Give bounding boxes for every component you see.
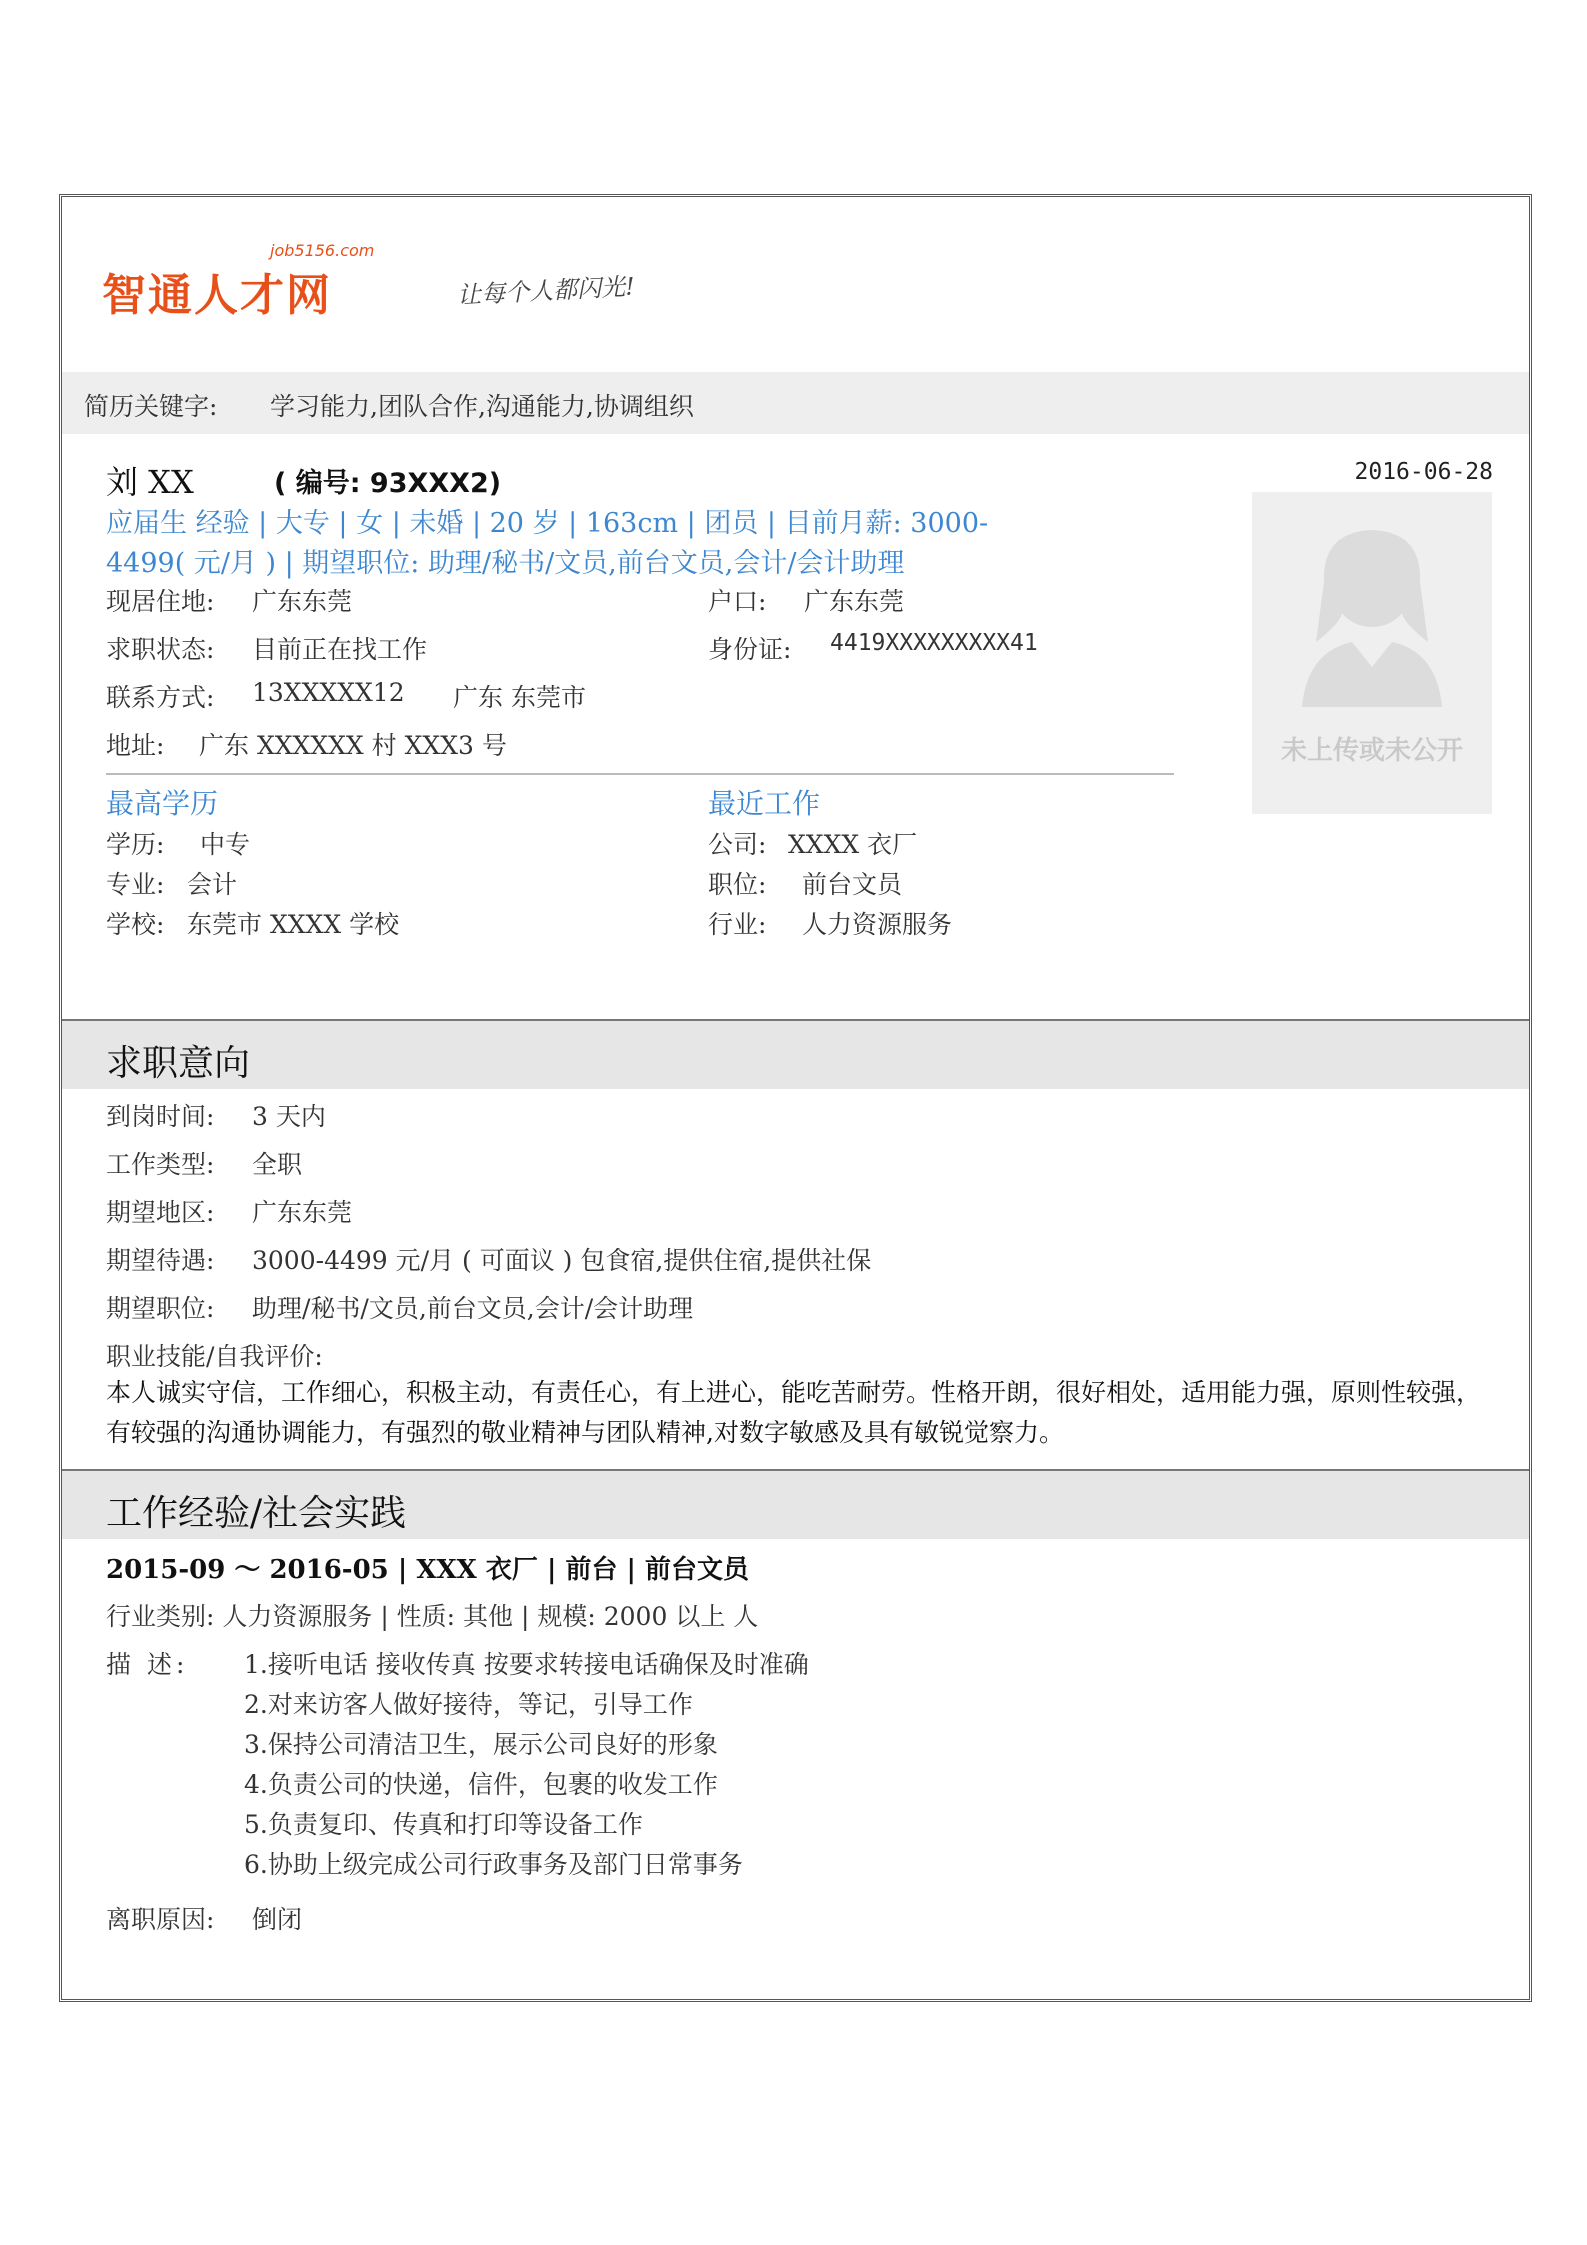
keywords-bar bbox=[62, 372, 1529, 434]
summary-line-2: 4499( 元/月 ) | 期望职位: 助理/秘书/文员,前台文员,会计/会计助理 bbox=[106, 548, 905, 579]
resume-id: ( 编号: 93XXX2) bbox=[274, 468, 502, 499]
major-value: 会计 bbox=[187, 870, 238, 899]
intention-title: 求职意向 bbox=[106, 1043, 251, 1084]
experience-title: 工作经验/社会实践 bbox=[106, 1493, 407, 1534]
arrival-label: 到岗时间: bbox=[106, 1102, 215, 1131]
experience-section-bar bbox=[62, 1469, 1529, 1539]
candidate-name: 刘 XX bbox=[106, 463, 194, 501]
region-label: 期望地区: bbox=[106, 1198, 215, 1227]
phone-value: 13XXXXX12 bbox=[252, 678, 405, 707]
degree-value: 中专 bbox=[200, 830, 251, 859]
salary-label: 期望待遇: bbox=[106, 1246, 215, 1275]
description-label: 描 述: bbox=[106, 1650, 189, 1679]
job-type-value: 全职 bbox=[252, 1150, 303, 1179]
contact-label: 联系方式: bbox=[106, 683, 215, 712]
industry-label: 行业: bbox=[708, 910, 767, 939]
residence-value: 广东东莞 bbox=[252, 587, 353, 616]
logo-url: job5156.com bbox=[270, 241, 375, 260]
intention-section-bar bbox=[62, 1019, 1529, 1089]
logo-brand: 智通人才网 bbox=[102, 270, 332, 321]
profile-divider bbox=[106, 773, 1174, 775]
position-label: 职位: bbox=[708, 870, 767, 899]
skills-label: 职业技能/自我评价: bbox=[106, 1342, 323, 1371]
expected-position-label: 期望职位: bbox=[106, 1294, 215, 1323]
address-value: 广东 XXXXXX 村 XXX3 号 bbox=[199, 731, 507, 760]
residence-label: 现居住地: bbox=[106, 587, 215, 616]
duty-item: 4.负责公司的快递，信件，包裹的收发工作 bbox=[244, 1770, 718, 1799]
experience-meta: 行业类别: 人力资源服务 | 性质: 其他 | 规模: 2000 以上 人 bbox=[106, 1602, 759, 1631]
address-label: 地址: bbox=[106, 731, 165, 760]
idcard-label: 身份证: bbox=[708, 635, 792, 664]
salary-value: 3000-4499 元/月 ( 可面议 ) 包食宿,提供住宿,提供社保 bbox=[252, 1246, 872, 1275]
status-value: 目前正在找工作 bbox=[252, 635, 428, 664]
recent-job-heading: 最近工作 bbox=[708, 787, 821, 820]
self-evaluation: 本人诚实守信，工作细心，积极主动，有责任心，有上进心，能吃苦耐劳。性格开朗，很好相处，适用能力强，原则性较强，有较强的沟通协调能力，有强烈的敬业精神与团队精神,对数字敏感及具有敏锐觉察力。 bbox=[106, 1378, 1482, 1447]
keywords-value: 学习能力,团队合作,沟通能力,协调组织 bbox=[270, 392, 694, 421]
keywords-label: 简历关键字: bbox=[84, 392, 218, 421]
photo-placeholder-text: 未上传或未公开 bbox=[1280, 736, 1463, 766]
status-label: 求职状态: bbox=[106, 635, 215, 664]
industry-value: 人力资源服务 bbox=[802, 910, 953, 939]
contact-region: 广东 东莞市 bbox=[453, 683, 586, 712]
major-label: 专业: bbox=[106, 870, 165, 899]
logo-slogan: 让每个人都闪光! bbox=[456, 272, 636, 310]
job-type-label: 工作类型: bbox=[106, 1150, 215, 1179]
degree-label: 学历: bbox=[106, 830, 165, 859]
company-label: 公司: bbox=[708, 830, 767, 859]
duty-item: 1.接听电话 接收传真 按要求转接电话确保及时准确 bbox=[244, 1650, 809, 1679]
expected-position-value: 助理/秘书/文员,前台文员,会计/会计助理 bbox=[252, 1294, 694, 1323]
idcard-value: 4419XXXXXXXXX41 bbox=[830, 630, 1038, 656]
region-value: 广东东莞 bbox=[252, 1198, 353, 1227]
school-value: 东莞市 XXXX 学校 bbox=[187, 910, 400, 939]
resume-frame bbox=[59, 194, 1532, 2002]
school-label: 学校: bbox=[106, 910, 165, 939]
position-value: 前台文员 bbox=[802, 870, 903, 899]
duty-item: 6.协助上级完成公司行政事务及部门日常事务 bbox=[244, 1850, 743, 1879]
arrival-value: 3 天内 bbox=[252, 1102, 326, 1131]
hukou-label: 户口: bbox=[708, 587, 767, 616]
avatar-placeholder bbox=[1252, 492, 1492, 814]
education-heading: 最高学历 bbox=[106, 787, 219, 820]
summary-line-1: 应届生 经验 | 大专 | 女 | 未婚 | 20 岁 | 163cm | 团员 | 目前月薪: 3000- bbox=[106, 508, 989, 539]
duty-item: 3.保持公司清洁卫生，展示公司良好的形象 bbox=[244, 1730, 718, 1759]
duty-item: 5.负责复印、传真和打印等设备工作 bbox=[244, 1810, 643, 1839]
leave-reason-value: 倒闭 bbox=[252, 1905, 303, 1934]
experience-header: 2015-09 ～ 2016-05 | XXX 衣厂 | 前台 | 前台文员 bbox=[106, 1555, 750, 1585]
site-logo[interactable] bbox=[102, 241, 722, 321]
duty-item: 2.对来访客人做好接待，等记，引导工作 bbox=[244, 1690, 693, 1719]
leave-reason-label: 离职原因: bbox=[106, 1905, 215, 1934]
update-date: 2016-06-28 bbox=[1354, 459, 1493, 485]
hukou-value: 广东东莞 bbox=[804, 587, 905, 616]
company-value: XXXX 衣厂 bbox=[788, 830, 918, 859]
